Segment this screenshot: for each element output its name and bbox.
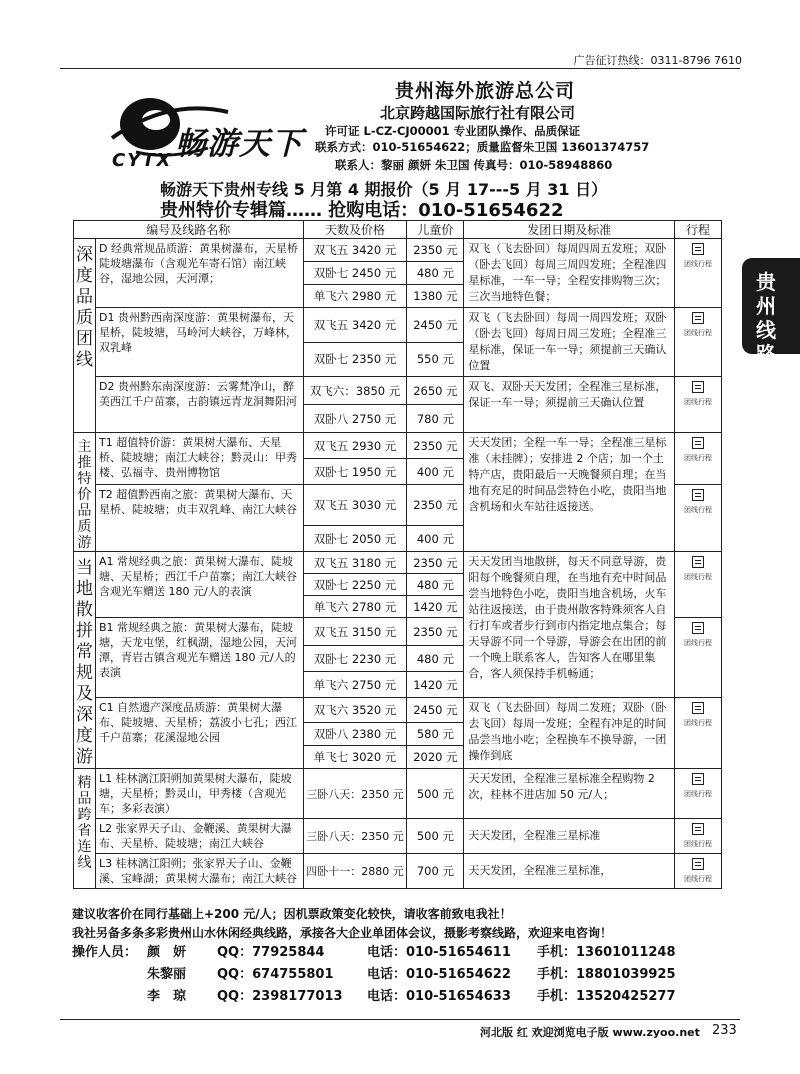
category-featured bbox=[74, 433, 96, 552]
category-label: 主推特价品质游 bbox=[77, 439, 92, 551]
category-label: 深度品质团线 bbox=[75, 245, 93, 370]
table-row bbox=[74, 308, 722, 343]
headline-special: 贵州特价专辑篇…… 抢购电话：010-51654622 bbox=[160, 200, 564, 221]
table-row bbox=[74, 854, 722, 889]
dates-cell: 天天发团，全程准三星标准 bbox=[464, 819, 675, 854]
category-local bbox=[74, 552, 96, 769]
price-cell: 双飞六：3850 元 bbox=[303, 377, 407, 405]
ad-hotline: 广告征订热线：0311-8796 7610 bbox=[573, 54, 742, 67]
header-price: 天数及价格 bbox=[303, 221, 407, 239]
document-icon bbox=[692, 858, 704, 870]
side-tab bbox=[742, 258, 800, 366]
child-price-cell: 480 元 bbox=[407, 646, 464, 672]
dates-cell: 天天发团，全程准三星标准， bbox=[464, 854, 675, 889]
itinerary-link[interactable]: 团线行程 bbox=[675, 308, 722, 377]
price-cell: 双飞五 3150 元 bbox=[303, 618, 407, 646]
child-price-cell: 2020 元 bbox=[407, 746, 464, 769]
document-icon bbox=[692, 622, 704, 634]
operator-name: 李 琼 bbox=[147, 989, 187, 1004]
child-price-cell: 700 元 bbox=[407, 854, 464, 889]
price-cell: 四卧十一：2880 元 bbox=[303, 854, 407, 889]
page-number: 233 bbox=[712, 1023, 737, 1038]
itinerary-link[interactable]: 团线行程 bbox=[675, 433, 722, 485]
contact-line: 联系方式：010-51654622；质量监督朱卫国 13601374757 bbox=[315, 140, 650, 154]
price-cell: 双卧七 2450 元 bbox=[303, 262, 407, 285]
footer-notes bbox=[72, 905, 732, 943]
sub-company-name: 北京跨越国际旅行社有限公司 bbox=[380, 104, 576, 122]
operator-qq: QQ：77925844 bbox=[217, 945, 325, 960]
itinerary-link[interactable]: 团线行程 bbox=[675, 552, 722, 618]
logo-text: 畅游天下 bbox=[175, 126, 303, 162]
header-route: 编号及线路名称 bbox=[74, 221, 304, 239]
operator-phone: 电话：010-51654633 bbox=[367, 989, 511, 1004]
document-icon bbox=[692, 702, 704, 714]
child-price-cell: 480 元 bbox=[407, 574, 464, 596]
dates-cell: 天天发团；全程一车一导；全程准三星标准（未挂牌）；安排进 2 个店；加一个土特产店，贵阳最后一天晚餐须自理；在当地有充足的时间品尝特色小吃，贵阳当地含机场和火车站往返接送。 bbox=[464, 433, 675, 552]
document-icon bbox=[692, 312, 704, 324]
headline-quote: 畅游天下贵州专线 5 月第 4 期报价（5 月 17---5 月 31 日） bbox=[160, 180, 608, 199]
child-price-cell: 2350 元 bbox=[407, 485, 464, 526]
document-icon bbox=[692, 556, 704, 568]
operator-qq: QQ：2398177013 bbox=[217, 989, 343, 1004]
child-price-cell: 580 元 bbox=[407, 723, 464, 746]
document-icon bbox=[692, 489, 704, 501]
price-cell: 双卧七 1950 元 bbox=[303, 459, 407, 485]
document-icon bbox=[692, 823, 704, 835]
category-deep bbox=[74, 239, 96, 433]
price-cell: 双飞六 3520 元 bbox=[303, 698, 407, 723]
route-l3: L3 桂林漓江阳朔；张家界天子山、金鞭溪、宝峰湖；黄果树大瀑布；南江大峡谷 bbox=[95, 854, 303, 889]
dates-cell: 天天发团，全程准三星标准全程购物 2 次，桂林不进店加 50 元/人； bbox=[464, 769, 675, 819]
route-l1: L1 桂林漓江阳朔加黄果树大瀑布，陡坡塘，天星桥；黔灵山，甲秀楼（含观光车；多彩表演） bbox=[95, 769, 303, 819]
price-cell: 双飞五 3420 元 bbox=[303, 239, 407, 262]
operator-phone: 电话：010-51654611 bbox=[367, 945, 511, 960]
itinerary-link[interactable]: 团线行程 bbox=[675, 769, 722, 819]
child-price-cell: 780 元 bbox=[407, 405, 464, 433]
itinerary-link[interactable]: 团线行程 bbox=[675, 618, 722, 698]
side-tab-label: 贵州线路 bbox=[756, 270, 776, 366]
price-cell: 双卧七 2350 元 bbox=[303, 342, 407, 377]
child-price-cell: 400 元 bbox=[407, 459, 464, 485]
price-cell: 单飞六 2980 元 bbox=[303, 285, 407, 308]
operator-name: 朱黎丽 bbox=[147, 967, 187, 982]
bottom-bar-link[interactable]: 河北版 红 欢迎浏览电子版 www.zyoo.net bbox=[480, 1026, 700, 1039]
child-price-cell: 500 元 bbox=[407, 819, 464, 854]
dates-cell: 双飞（飞去卧回）每周一周四发班；双卧（卧去飞回）每周日周三发班；全程准三星标准，保证一车一导；须提前三天确认位置 bbox=[464, 308, 675, 377]
price-cell: 双卧八 2380 元 bbox=[303, 723, 407, 746]
child-price-cell: 1420 元 bbox=[407, 672, 464, 698]
itinerary-link[interactable]: 团线行程 bbox=[675, 698, 722, 769]
logo-english: CYTX bbox=[112, 150, 173, 171]
child-price-cell: 550 元 bbox=[407, 342, 464, 377]
route-c1: C1 自然遗产深度品质游：黄果树大瀑布、陡坡塘、天星桥；荔波小七孔；西江千户苗寨；花溪湿地公园 bbox=[95, 698, 303, 769]
operator-phone: 电话：010-51654622 bbox=[367, 967, 511, 982]
child-price-cell: 2450 元 bbox=[407, 308, 464, 343]
operator-qq: QQ：674755801 bbox=[217, 967, 334, 982]
operator-row bbox=[72, 986, 732, 1008]
bottom-divider bbox=[60, 1019, 740, 1020]
route-b1: B1 常规经典之旅：黄果树大瀑布，陡坡塘，天龙屯堡，红枫湖，湿地公园，天河潭，青岩古镇含观光车赠送 180 元/人的表演 bbox=[95, 618, 303, 698]
route-t2: T2 超值黔西南之旅：黄果树大瀑布、天星桥、陡坡塘；贞丰双乳峰、南江大峡谷 bbox=[95, 485, 303, 552]
table-row bbox=[74, 769, 722, 819]
child-price-cell: 2350 元 bbox=[407, 618, 464, 646]
route-d: D 经典常规品质游：黄果树瀑布，天星桥陡坡塘瀑布（含观光车寄石馆）南江峡谷，湿地公园，天河潭； bbox=[95, 239, 303, 308]
price-cell: 双飞五 2930 元 bbox=[303, 433, 407, 459]
price-cell: 双飞五 3030 元 bbox=[303, 485, 407, 526]
itinerary-link[interactable]: 团线行程 bbox=[675, 854, 722, 889]
child-price-cell: 2350 元 bbox=[407, 433, 464, 459]
operators-list bbox=[72, 942, 732, 1008]
itinerary-link[interactable]: 团线行程 bbox=[675, 819, 722, 854]
price-table bbox=[73, 220, 722, 889]
price-cell: 双卧八 2750 元 bbox=[303, 405, 407, 433]
footer-note-1: 建议收客价在同行基础上+200 元/人；因机票政策变化较快，请收客前致电我社！ bbox=[72, 907, 512, 921]
dates-cell: 双飞、双卧天天发团；全程准三星标准，保证一车一导；须提前三天确认位置 bbox=[464, 377, 675, 433]
route-a1: A1 常规经典之旅：黄果树大瀑布、陡坡塘、天星桥；西江千户苗寨；南江大峡谷含观光车赠送 180 元/人的表演 bbox=[95, 552, 303, 618]
price-cell: 三卧八天：2350 元 bbox=[303, 819, 407, 854]
dates-cell: 天天发团当地散拼，每天不同意导游，贵阳每个晚餐须自理，在当地有充中时间品尝当地特色小吃，贵阳当地含机场，火车站往返接送，由于贵州散客特殊须客人自行打车或者步行到市内指定地点集合；每天导游不同一个导游，导游会在出团的前一个晚上联系客人，告知客人在哪里集合，客人须保持手机畅通； bbox=[464, 552, 675, 698]
child-price-cell: 2650 元 bbox=[407, 377, 464, 405]
contact-people: 联系人：黎丽 颜妍 朱卫国 传真号：010-58948860 bbox=[335, 158, 613, 172]
table-row bbox=[74, 433, 722, 459]
price-cell: 双飞五 3420 元 bbox=[303, 308, 407, 343]
child-price-cell: 2350 元 bbox=[407, 552, 464, 574]
category-cross-province bbox=[74, 769, 96, 889]
child-price-cell: 1420 元 bbox=[407, 596, 464, 618]
itinerary-link[interactable]: 团线行程 bbox=[675, 377, 722, 433]
child-price-cell: 480 元 bbox=[407, 262, 464, 285]
operators-label: 操作人员： bbox=[72, 945, 138, 960]
document-icon bbox=[692, 381, 704, 393]
document-icon bbox=[692, 243, 704, 255]
price-cell: 单飞七 3020 元 bbox=[303, 746, 407, 769]
price-cell: 双卧七 2050 元 bbox=[303, 526, 407, 552]
price-cell: 单飞六 2780 元 bbox=[303, 596, 407, 618]
price-cell: 双卧七 2230 元 bbox=[303, 646, 407, 672]
dates-cell: 双飞（飞去卧回）每周二发班；双卧（卧去飞回）每周一发班；全程有冲足的时间品尝当地小吃；全程换车不换导游，一团操作到底 bbox=[464, 698, 675, 769]
route-t1: T1 超值特价游：黄果树大瀑布、天星桥、陡坡塘；南江大峡谷；黔灵山：甲秀楼、弘福寺、贵州博物馆 bbox=[95, 433, 303, 485]
price-cell: 双飞五 3180 元 bbox=[303, 552, 407, 574]
company-name: 贵州海外旅游总公司 bbox=[395, 80, 576, 102]
document-icon bbox=[692, 773, 704, 785]
category-label: 当地散拼常规及深度游 bbox=[75, 558, 93, 767]
child-price-cell: 500 元 bbox=[407, 769, 464, 819]
operator-mobile: 手机：18801039925 bbox=[537, 967, 676, 982]
route-l2: L2 张家界天子山、金鞭溪、黄果树大瀑布、天星桥、陡坡塘；南江大峡谷 bbox=[95, 819, 303, 854]
header-dates: 发团日期及标准 bbox=[464, 221, 675, 239]
operator-name: 颜 妍 bbox=[147, 945, 187, 960]
category-label: 精品跨省连线 bbox=[77, 775, 92, 871]
footer-note-2: 我社另备多条多彩贵州山水休闲经典线路，承接各大企业单团体会议，摄影考察线路，欢迎来电咨询！ bbox=[72, 926, 613, 940]
route-d1: D1 贵州黔西南深度游：黄果树瀑布，天星桥，陡坡塘，马岭河大峡谷，万峰林，双乳峰 bbox=[95, 308, 303, 377]
table-row bbox=[74, 698, 722, 723]
itinerary-link[interactable]: 团线行程 bbox=[675, 485, 722, 552]
table-row bbox=[74, 377, 722, 405]
child-price-cell: 400 元 bbox=[407, 526, 464, 552]
top-divider bbox=[60, 68, 740, 69]
header-itinerary: 行程 bbox=[675, 221, 722, 239]
operator-row bbox=[72, 964, 732, 986]
route-d2: D2 贵州黔东南深度游：云雾梵净山，醉美西江千户苗寨，古韵镇远青龙洞舞阳河 bbox=[95, 377, 303, 433]
table-header-row bbox=[74, 221, 722, 239]
child-price-cell: 1380 元 bbox=[407, 285, 464, 308]
table-row bbox=[74, 552, 722, 574]
table-row bbox=[74, 239, 722, 262]
itinerary-link[interactable]: 团线行程 bbox=[675, 239, 722, 308]
price-cell: 单飞六 2750 元 bbox=[303, 672, 407, 698]
price-cell: 三卧八天：2350 元 bbox=[303, 769, 407, 819]
document-icon bbox=[692, 437, 704, 449]
table-row bbox=[74, 819, 722, 854]
operator-row bbox=[72, 942, 732, 964]
license-line: 许可证 L-CZ-CJ00001 专业团队操作、品质保证 bbox=[325, 124, 581, 138]
child-price-cell: 2350 元 bbox=[407, 239, 464, 262]
operator-mobile: 手机：13520425277 bbox=[537, 989, 676, 1004]
child-price-cell: 2450 元 bbox=[407, 698, 464, 723]
operator-mobile: 手机：13601011248 bbox=[537, 945, 676, 960]
price-cell: 双卧七 2250 元 bbox=[303, 574, 407, 596]
header-child: 儿童价 bbox=[407, 221, 464, 239]
dates-cell: 双飞（飞去卧回）每周四周五发班；双卧（卧去飞回）每周三周四发班；全程准四星标准，一车一导；全程安排购物三次；三次当地特色餐； bbox=[464, 239, 675, 308]
